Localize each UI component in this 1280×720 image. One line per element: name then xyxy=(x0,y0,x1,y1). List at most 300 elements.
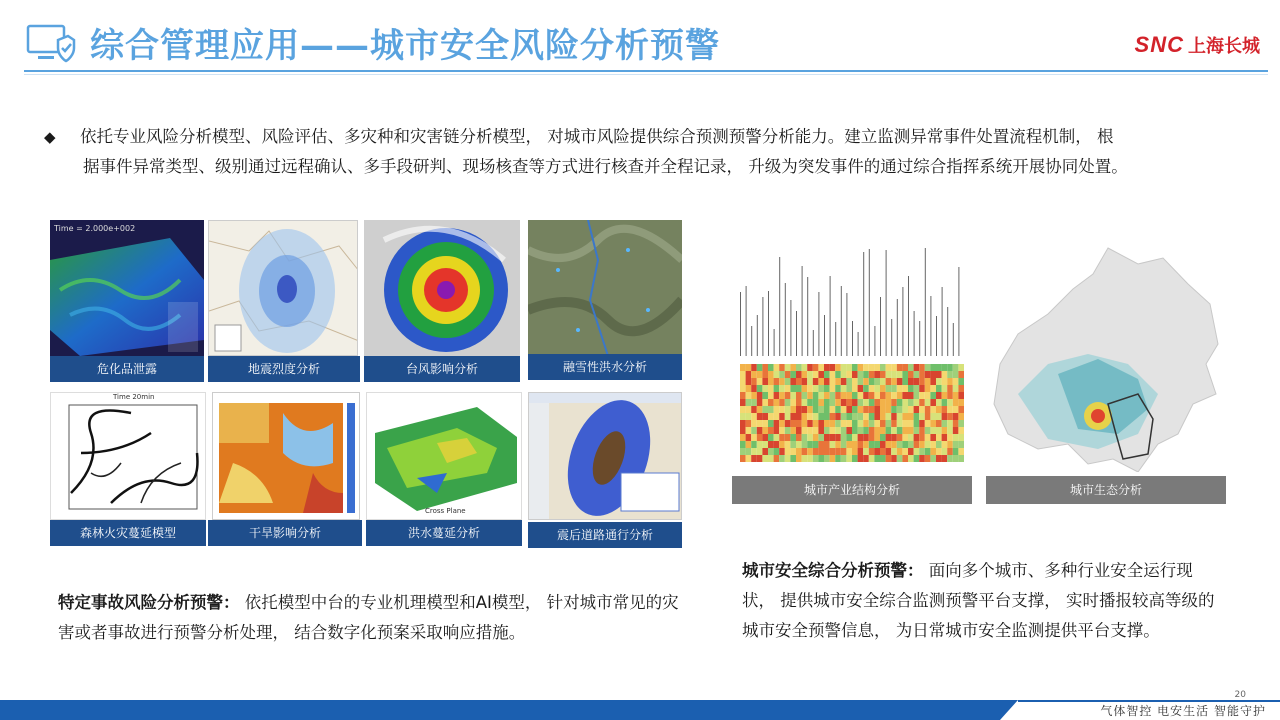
heatmap-cell xyxy=(891,371,897,378)
heatmap-cell xyxy=(930,406,936,413)
heatmap-cell xyxy=(942,455,948,462)
heatmap-cell xyxy=(902,448,908,455)
heatmap-cell xyxy=(807,392,813,399)
heatmap-cell xyxy=(841,399,847,406)
heatmap-cell xyxy=(841,434,847,441)
heatmap-cell xyxy=(886,392,892,399)
heatmap-cell xyxy=(908,364,914,371)
heatmap-cell xyxy=(768,371,774,378)
left-desc-heading: 特定事故风险分析预警： xyxy=(58,593,240,612)
heatmap-cell xyxy=(768,392,774,399)
heatmap-cell xyxy=(746,371,752,378)
right-desc-heading: 城市安全综合分析预警： xyxy=(742,561,924,580)
heatmap-cell xyxy=(874,385,880,392)
heatmap-cell xyxy=(914,406,920,413)
heatmap-cell xyxy=(846,392,852,399)
heatmap-cell xyxy=(790,448,796,455)
heatmap-cell xyxy=(863,392,869,399)
heatmap-cell xyxy=(846,406,852,413)
heatmap-cell xyxy=(790,399,796,406)
industry-heatmap-thumbnail xyxy=(726,246,974,472)
heatmap-cell xyxy=(762,364,768,371)
heatmap-cell xyxy=(802,420,808,427)
heatmap-cell xyxy=(953,392,959,399)
heatmap-cell xyxy=(818,420,824,427)
gallery-caption-7: 洪水蔓延分析 xyxy=(366,520,522,546)
heatmap-cell xyxy=(925,448,931,455)
heatmap-cell xyxy=(762,399,768,406)
heatmap-cell xyxy=(835,385,841,392)
heatmap-cell xyxy=(914,364,920,371)
heatmap-label-stroke xyxy=(858,332,859,356)
heatmap-cell xyxy=(953,413,959,420)
heatmap-cell xyxy=(774,413,780,420)
heatmap-label-stroke xyxy=(869,249,870,356)
heatmap-cell xyxy=(779,448,785,455)
heatmap-cell xyxy=(958,427,964,434)
heatmap-cell xyxy=(818,385,824,392)
heatmap-cell xyxy=(846,364,852,371)
heatmap-cell xyxy=(914,413,920,420)
heatmap-cell xyxy=(779,420,785,427)
heatmap-cell xyxy=(880,427,886,434)
heatmap-cell xyxy=(863,427,869,434)
heatmap-label-stroke xyxy=(897,299,898,356)
heatmap-cell xyxy=(919,378,925,385)
heatmap-cell xyxy=(796,364,802,371)
heatmap-cell xyxy=(886,378,892,385)
heatmap-label-stroke xyxy=(902,287,903,356)
heatmap-cell xyxy=(936,413,942,420)
heatmap-cell xyxy=(958,392,964,399)
heatmap-cell xyxy=(936,385,942,392)
heatmap-cell xyxy=(813,364,819,371)
heatmap-cell xyxy=(813,455,819,462)
heatmap-cell xyxy=(762,441,768,448)
heatmap-cell xyxy=(740,455,746,462)
heatmap-cell xyxy=(902,406,908,413)
heatmap-cell xyxy=(874,392,880,399)
heatmap-cell xyxy=(790,392,796,399)
heatmap-cell xyxy=(874,406,880,413)
heatmap-cell xyxy=(908,399,914,406)
heatmap-cell xyxy=(858,434,864,441)
heatmap-cell xyxy=(852,385,858,392)
heatmap-cell xyxy=(930,434,936,441)
heatmap-cell xyxy=(757,427,763,434)
heatmap-cell xyxy=(947,406,953,413)
heatmap-cell xyxy=(925,455,931,462)
heatmap-cell xyxy=(796,448,802,455)
heatmap-label-stroke xyxy=(852,321,853,356)
heatmap-cell xyxy=(852,364,858,371)
heatmap-cell xyxy=(858,441,864,448)
heatmap-cell xyxy=(919,420,925,427)
heatmap-cell xyxy=(858,385,864,392)
heatmap-cell xyxy=(796,420,802,427)
heatmap-cell xyxy=(751,406,757,413)
heatmap-cell xyxy=(874,399,880,406)
heatmap-cell xyxy=(841,378,847,385)
heatmap-cell xyxy=(852,434,858,441)
heatmap-cell xyxy=(930,448,936,455)
heatmap-cell xyxy=(863,441,869,448)
heatmap-cell xyxy=(874,420,880,427)
heatmap-cell xyxy=(785,455,791,462)
heatmap-cell xyxy=(796,385,802,392)
header-divider-light xyxy=(24,74,1268,75)
heatmap-cell xyxy=(762,406,768,413)
heatmap-cell xyxy=(757,378,763,385)
heatmap-cell xyxy=(869,406,875,413)
heatmap-cell xyxy=(947,399,953,406)
heatmap-cell xyxy=(958,399,964,406)
heatmap-cell xyxy=(869,455,875,462)
heatmap-cell xyxy=(802,455,808,462)
heatmap-cell xyxy=(858,420,864,427)
heatmap-cell xyxy=(813,413,819,420)
heatmap-cell xyxy=(852,392,858,399)
heatmap-cell xyxy=(768,448,774,455)
heatmap-cell xyxy=(925,378,931,385)
heatmap-cell xyxy=(757,392,763,399)
heatmap-cell xyxy=(908,455,914,462)
heatmap-cell xyxy=(902,434,908,441)
heatmap-cell xyxy=(768,364,774,371)
heatmap-cell xyxy=(863,364,869,371)
heatmap-cell xyxy=(925,385,931,392)
heatmap-cell xyxy=(942,364,948,371)
heatmap-label-stroke xyxy=(880,297,881,356)
heatmap-cell xyxy=(824,434,830,441)
heatmap-cell xyxy=(953,378,959,385)
heatmap-cell xyxy=(947,448,953,455)
heatmap-cell xyxy=(897,441,903,448)
heatmap-cell xyxy=(796,427,802,434)
heatmap-cell xyxy=(874,448,880,455)
heatmap-cell xyxy=(740,448,746,455)
heatmap-cell xyxy=(953,399,959,406)
heatmap-cell xyxy=(863,406,869,413)
heatmap-cell xyxy=(936,371,942,378)
gallery-caption-3: 台风影响分析 xyxy=(364,356,520,382)
forest-fire-thumbnail xyxy=(50,392,206,520)
heatmap-cell xyxy=(796,434,802,441)
heatmap-cell xyxy=(914,392,920,399)
heatmap-cell xyxy=(802,427,808,434)
heatmap-cell xyxy=(802,448,808,455)
heatmap-cell xyxy=(908,378,914,385)
heatmap-cell xyxy=(886,455,892,462)
heatmap-cell xyxy=(846,434,852,441)
heatmap-cell xyxy=(807,399,813,406)
heatmap-cell xyxy=(762,434,768,441)
heatmap-cell xyxy=(942,420,948,427)
heatmap-cell xyxy=(958,413,964,420)
heatmap-cell xyxy=(874,441,880,448)
heatmap-cell xyxy=(785,413,791,420)
heatmap-cell xyxy=(902,441,908,448)
heatmap-cell xyxy=(841,448,847,455)
gallery-caption-5: 森林火灾蔓延模型 xyxy=(50,520,206,546)
heatmap-cell xyxy=(858,399,864,406)
heatmap-cell xyxy=(802,406,808,413)
heatmap-cell xyxy=(751,455,757,462)
heatmap-cell xyxy=(785,406,791,413)
heatmap-cell xyxy=(891,420,897,427)
thumb7-axis-label: Cross Plane xyxy=(425,507,466,515)
heatmap-cell xyxy=(746,364,752,371)
specific-accident-description xyxy=(58,588,688,648)
heatmap-cell xyxy=(852,371,858,378)
diamond-bullet-icon: ◆ xyxy=(44,128,56,146)
heatmap-label-stroke xyxy=(785,283,786,356)
heatmap-cell xyxy=(880,455,886,462)
heatmap-cell xyxy=(936,427,942,434)
heatmap-cell xyxy=(807,434,813,441)
header-icon xyxy=(24,22,76,66)
heatmap-cell xyxy=(891,385,897,392)
heatmap-cell xyxy=(880,413,886,420)
heatmap-cell xyxy=(858,378,864,385)
heatmap-cell xyxy=(835,455,841,462)
heatmap-cell xyxy=(746,420,752,427)
logo-mark: SNC xyxy=(1134,32,1184,57)
heatmap-cell xyxy=(880,385,886,392)
heatmap-cell xyxy=(807,378,813,385)
heatmap-label-stroke xyxy=(947,307,948,356)
heatmap-cell xyxy=(869,420,875,427)
heatmap-cell xyxy=(779,406,785,413)
heatmap-cell xyxy=(902,455,908,462)
heatmap-cell xyxy=(846,441,852,448)
heatmap-cell xyxy=(762,392,768,399)
heatmap-cell xyxy=(790,385,796,392)
right-desc-body: 面向多个城市、多种行业安全运行现状， 提供城市安全综合监测预警平台支撑， 实时播报较高等级的城市安全预警信息， 为日常城市安全监测提供平台支撑。 xyxy=(742,561,1215,640)
heatmap-cell xyxy=(958,420,964,427)
heatmap-cell xyxy=(774,399,780,406)
left-desc-body: 依托模型中台的专业机理模型和AI模型， 针对城市常见的灾害或者事故进行预警分析处理， 结合数字化预案采取响应措施。 xyxy=(58,593,679,642)
heatmap-cell xyxy=(751,392,757,399)
heatmap-cell xyxy=(830,420,836,427)
heatmap-cell xyxy=(891,427,897,434)
heatmap-cell xyxy=(942,441,948,448)
heatmap-cell xyxy=(774,441,780,448)
heatmap-label-stroke xyxy=(846,293,847,356)
heatmap-label-stroke xyxy=(891,319,892,356)
heatmap-cell xyxy=(740,434,746,441)
heatmap-cell xyxy=(891,448,897,455)
heatmap-cell xyxy=(897,413,903,420)
heatmap-cell xyxy=(891,406,897,413)
heatmap-cell xyxy=(852,378,858,385)
heatmap-cell xyxy=(796,413,802,420)
heatmap-cell xyxy=(762,371,768,378)
heatmap-cell xyxy=(947,441,953,448)
heatmap-cell xyxy=(746,378,752,385)
heatmap-cell xyxy=(869,441,875,448)
heatmap-cell xyxy=(740,441,746,448)
heatmap-cell xyxy=(779,378,785,385)
heatmap-cell xyxy=(824,427,830,434)
heatmap-cell xyxy=(930,364,936,371)
heatmap-cell xyxy=(891,378,897,385)
heatmap-cell xyxy=(914,434,920,441)
page-title: 综合管理应用——城市安全风险分析预警 xyxy=(90,26,720,66)
heatmap-cell xyxy=(947,392,953,399)
heatmap-cell xyxy=(852,455,858,462)
heatmap-cell xyxy=(813,406,819,413)
heatmap-cell xyxy=(813,399,819,406)
heatmap-cell xyxy=(930,385,936,392)
heatmap-cell xyxy=(813,441,819,448)
heatmap-cell xyxy=(930,392,936,399)
logo-text: 上海长城 xyxy=(1188,36,1260,57)
heatmap-label-stroke xyxy=(908,276,909,356)
heatmap-cell xyxy=(785,378,791,385)
heatmap-cell xyxy=(908,420,914,427)
heatmap-cell xyxy=(762,385,768,392)
heatmap-cell xyxy=(852,427,858,434)
heatmap-cell xyxy=(830,427,836,434)
heatmap-cell xyxy=(886,385,892,392)
heatmap-cell xyxy=(835,420,841,427)
heatmap-cell xyxy=(869,413,875,420)
heatmap-cell xyxy=(813,427,819,434)
heatmap-cell xyxy=(936,448,942,455)
heatmap-cell xyxy=(925,427,931,434)
heatmap-label-stroke xyxy=(958,267,959,356)
heatmap-cell xyxy=(790,455,796,462)
heatmap-cell xyxy=(774,434,780,441)
heatmap-cell xyxy=(947,385,953,392)
heatmap-cell xyxy=(902,427,908,434)
heatmap-cell xyxy=(953,455,959,462)
heatmap-cell xyxy=(886,413,892,420)
intro-line-2: 据事件异常类型、级别通过远程确认、多手段研判、现场核查等方式进行核查并全程记录， 升级为突发事件的通过综合指挥系统开展协同处置。 xyxy=(83,157,1128,176)
footer-slogan: 气体智控 电安生活 智能守护 xyxy=(1100,704,1266,718)
heatmap-cell xyxy=(852,413,858,420)
heatmap-cell xyxy=(942,399,948,406)
heatmap-cell xyxy=(897,399,903,406)
heatmap-cell xyxy=(908,371,914,378)
heatmap-cell xyxy=(942,392,948,399)
heatmap-label-stroke xyxy=(874,326,875,356)
heatmap-cell xyxy=(779,455,785,462)
heatmap-label-stroke xyxy=(914,311,915,356)
heatmap-cell xyxy=(936,441,942,448)
heatmap-cell xyxy=(802,378,808,385)
heatmap-cell xyxy=(947,413,953,420)
heatmap-cell xyxy=(824,378,830,385)
heatmap-cell xyxy=(908,392,914,399)
heatmap-cell xyxy=(958,371,964,378)
heatmap-cell xyxy=(757,420,763,427)
heatmap-cell xyxy=(807,455,813,462)
heatmap-cell xyxy=(947,455,953,462)
heatmap-cell xyxy=(897,378,903,385)
heatmap-cell xyxy=(740,413,746,420)
heatmap-cell xyxy=(925,434,931,441)
heatmap-cell xyxy=(880,434,886,441)
heatmap-cell xyxy=(740,427,746,434)
heatmap-cell xyxy=(936,364,942,371)
heatmap-cell xyxy=(807,413,813,420)
right-caption-2: 城市生态分析 xyxy=(986,476,1226,504)
heatmap-cell xyxy=(863,385,869,392)
heatmap-cell xyxy=(925,392,931,399)
heatmap-cell xyxy=(802,413,808,420)
heatmap-cell xyxy=(746,448,752,455)
heatmap-cell xyxy=(841,441,847,448)
heatmap-cell xyxy=(813,385,819,392)
heatmap-label-stroke xyxy=(757,315,758,356)
heatmap-cell xyxy=(914,448,920,455)
heatmap-cell xyxy=(790,378,796,385)
heatmap-cell xyxy=(740,420,746,427)
heatmap-cell xyxy=(757,441,763,448)
heatmap-cell xyxy=(796,392,802,399)
heatmap-cell xyxy=(930,399,936,406)
heatmap-cell xyxy=(919,371,925,378)
heatmap-cell xyxy=(858,406,864,413)
heatmap-cell xyxy=(958,455,964,462)
heatmap-cell xyxy=(835,441,841,448)
heatmap-cell xyxy=(807,420,813,427)
heatmap-cell xyxy=(925,406,931,413)
heatmap-cell xyxy=(841,392,847,399)
heatmap-label-stroke xyxy=(953,323,954,356)
heatmap-cell xyxy=(785,441,791,448)
heatmap-cell xyxy=(925,399,931,406)
heatmap-cell xyxy=(914,427,920,434)
heatmap-cell xyxy=(751,371,757,378)
heatmap-cell xyxy=(762,420,768,427)
heatmap-cell xyxy=(869,364,875,371)
heatmap-cell xyxy=(897,448,903,455)
heatmap-cell xyxy=(869,385,875,392)
heatmap-cell xyxy=(874,427,880,434)
heatmap-cell xyxy=(942,434,948,441)
heatmap-cell xyxy=(863,413,869,420)
heatmap-cell xyxy=(919,441,925,448)
heatmap-cell xyxy=(802,371,808,378)
heatmap-label-stroke xyxy=(841,286,842,356)
heatmap-cell xyxy=(802,364,808,371)
heatmap-cell xyxy=(846,420,852,427)
heatmap-cell xyxy=(824,448,830,455)
heatmap-cell xyxy=(824,455,830,462)
heatmap-cell xyxy=(852,406,858,413)
heatmap-cell xyxy=(886,364,892,371)
heatmap-label-stroke xyxy=(919,321,920,356)
heatmap-cell xyxy=(958,434,964,441)
heatmap-cell xyxy=(762,455,768,462)
heatmap-label-stroke xyxy=(925,248,926,356)
heatmap-cell xyxy=(925,420,931,427)
heatmap-cell xyxy=(768,434,774,441)
heatmap-cell xyxy=(774,427,780,434)
heatmap-cell xyxy=(908,406,914,413)
heatmap-cell xyxy=(902,378,908,385)
heatmap-cell xyxy=(818,364,824,371)
heatmap-cell xyxy=(846,385,852,392)
heatmap-cell xyxy=(953,406,959,413)
heatmap-cell xyxy=(774,371,780,378)
heatmap-cell xyxy=(740,392,746,399)
heatmap-cell xyxy=(830,455,836,462)
city-safety-description xyxy=(742,556,1222,646)
